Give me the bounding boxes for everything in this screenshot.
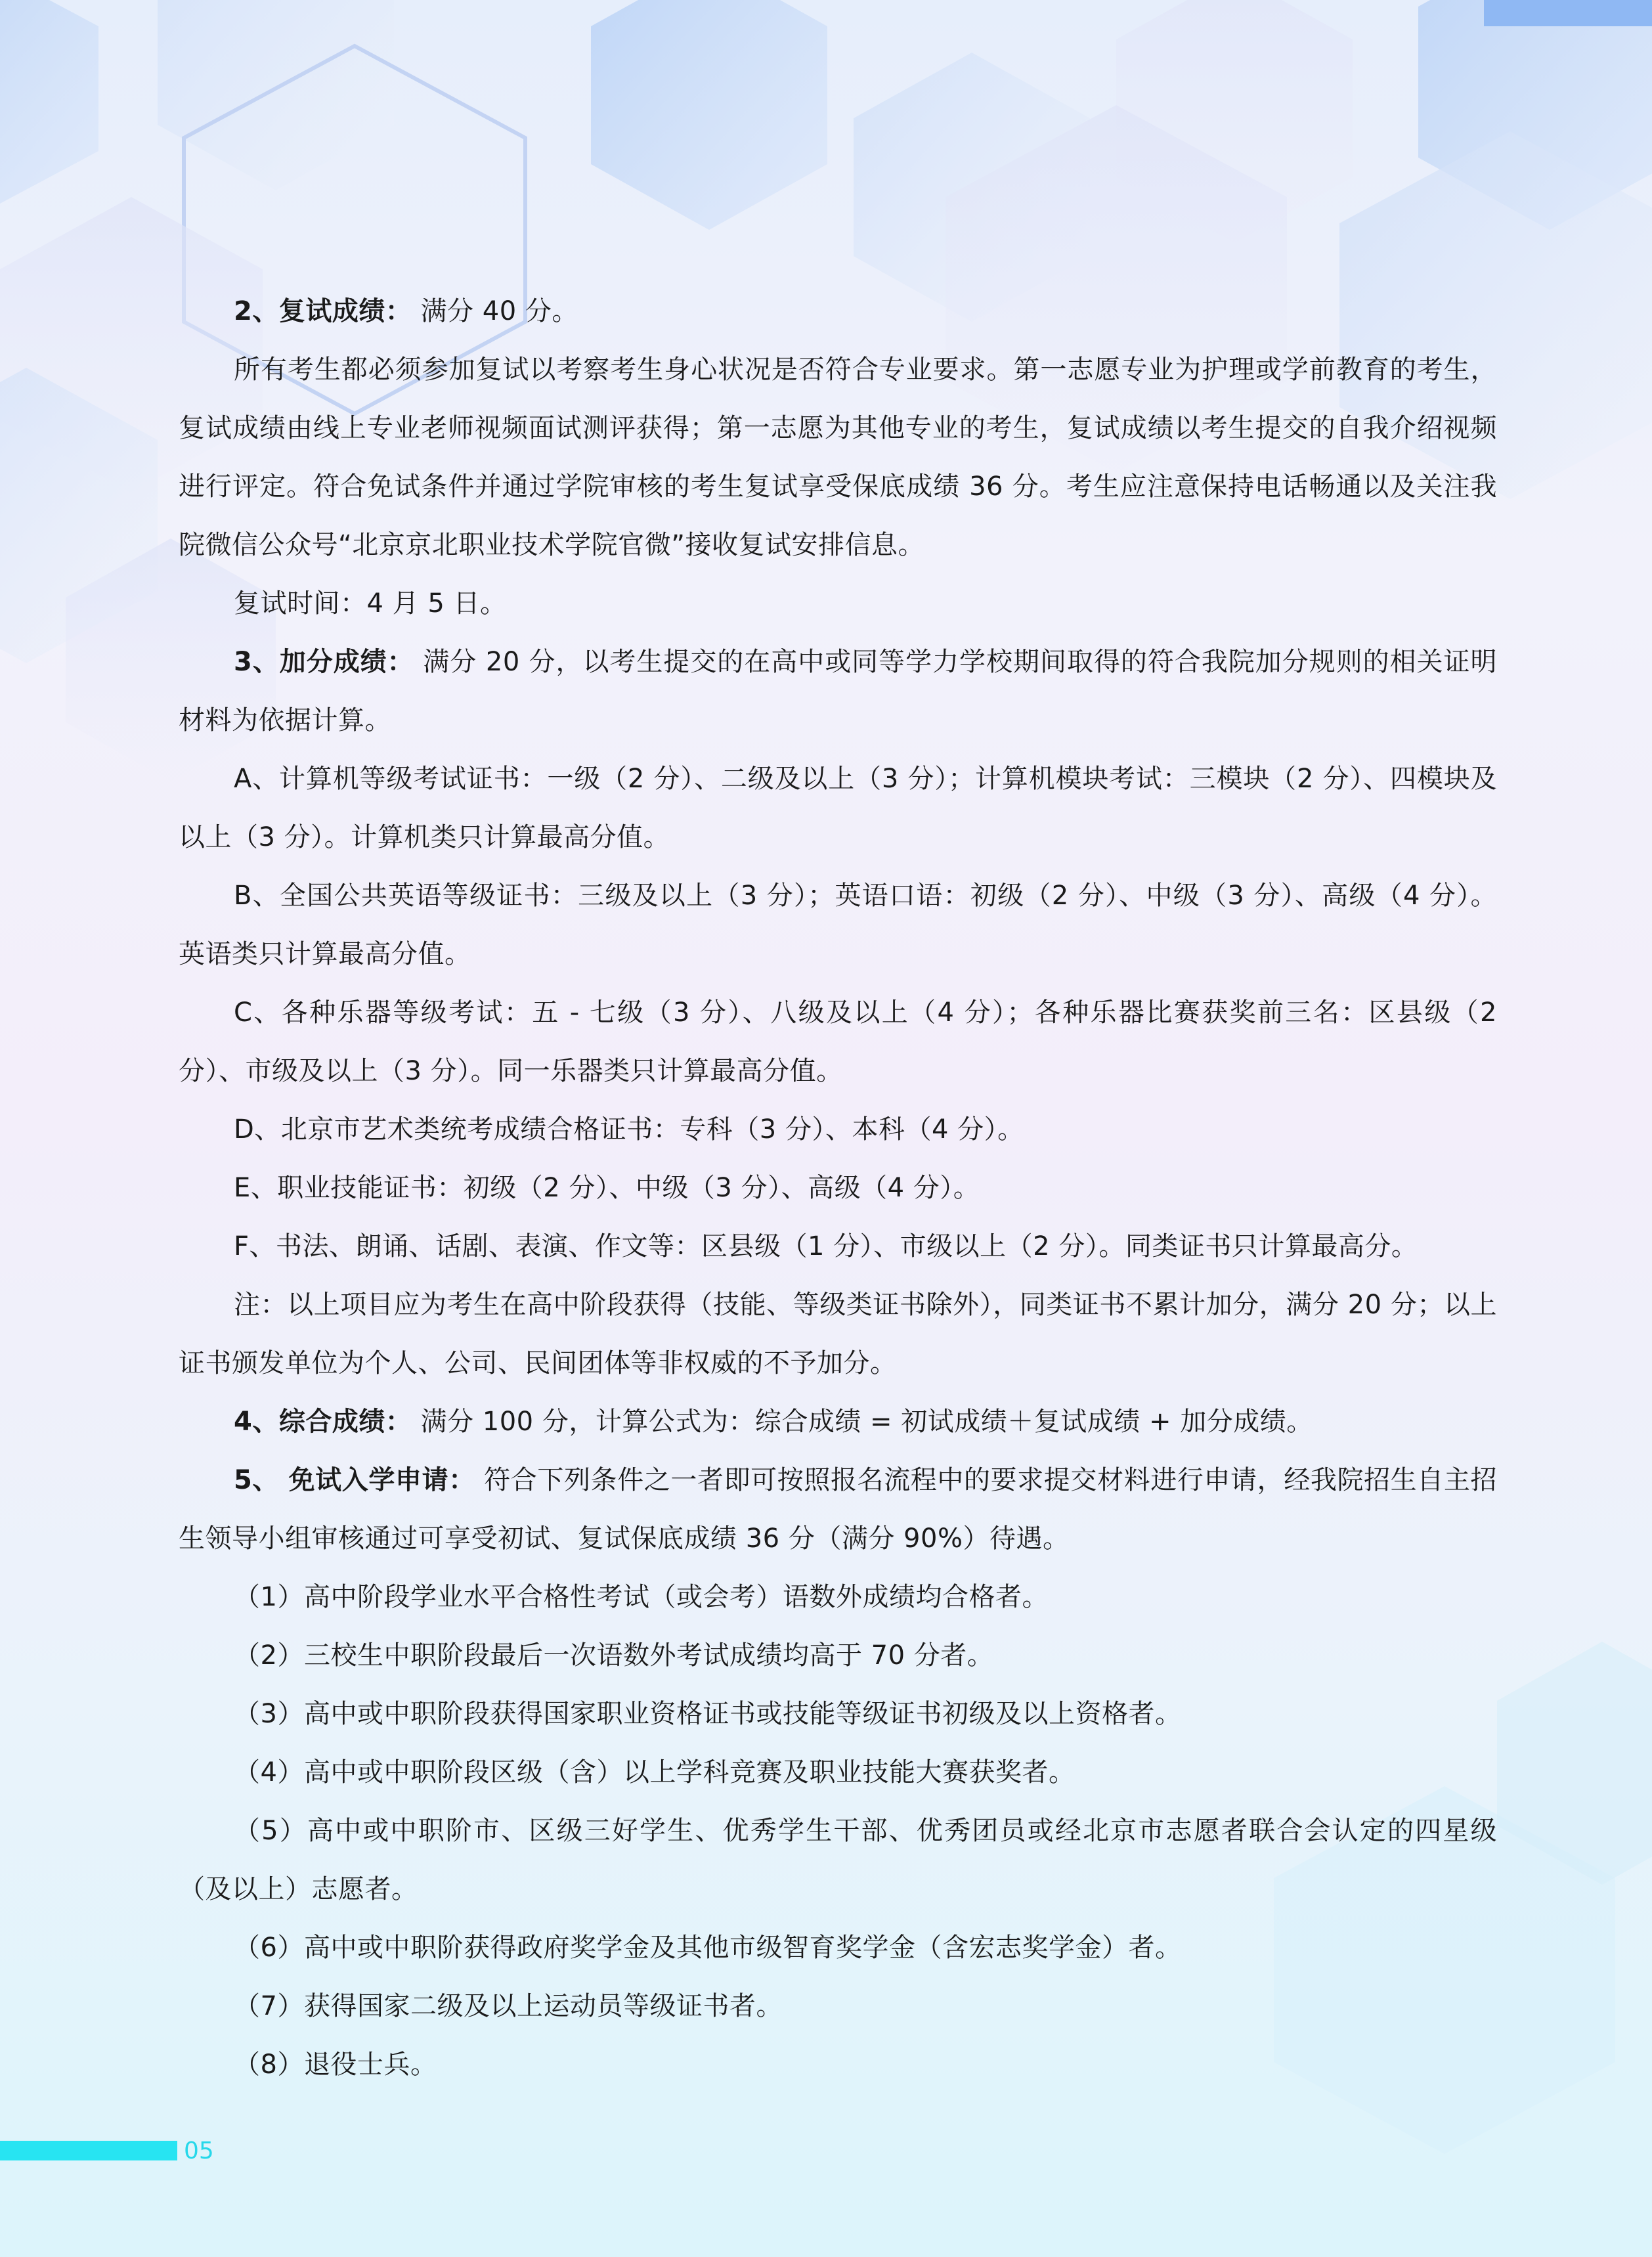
paragraph — [179, 1217, 1497, 1276]
paragraph — [179, 750, 1497, 867]
paragraph — [179, 1451, 1497, 1568]
section-heading: 4、综合成绩： — [234, 1407, 412, 1437]
section-heading: 2、复试成绩： — [234, 296, 412, 326]
paragraph-text: 满分 20 分，以考生提交的在高中或同等学力学校期间取得的符合我院加分规则的相关证明材料为依据计算。 — [179, 647, 1497, 735]
paragraph-text: 满分 40 分。 — [412, 296, 578, 326]
section-heading: 3、加分成绩： — [234, 647, 414, 677]
paragraph-text: E、职业技能证书：初级（2 分）、中级（3 分）、高级（4 分）。 — [234, 1173, 980, 1203]
paragraph — [179, 1393, 1497, 1451]
paragraph-text: （7）获得国家二级及以上运动员等级证书者。 — [234, 1991, 783, 2021]
page-number: 05 — [184, 2137, 214, 2164]
paragraph-text: （4）高中或中职阶段区级（含）以上学科竞赛及职业技能大赛获奖者。 — [234, 1757, 1076, 1787]
paragraph-text: 复试时间：4 月 5 日。 — [234, 588, 507, 619]
paragraph — [179, 984, 1497, 1101]
hexagon-shape — [591, 0, 827, 230]
footer-accent-bar — [0, 2141, 177, 2160]
paragraph-text: C、各种乐器等级考试：五 - 七级（3 分）、八级及以上（4 分）；各种乐器比赛获奖前三名：区县级（2 分）、市级及以上（3 分）。同一乐器类只计算最高分值。 — [179, 997, 1497, 1086]
paragraph-text: F、书法、朗诵、话剧、表演、作文等：区县级（1 分）、市级以上（2 分）。同类证书只计算最高分。 — [234, 1231, 1418, 1261]
paragraph — [179, 1568, 1497, 1627]
paragraph — [179, 1101, 1497, 1159]
paragraph-text: 注：以上项目应为考生在高中阶段获得（技能、等级类证书除外），同类证书不累计加分，满分 20 分；以上证书颁发单位为个人、公司、民间团体等非权威的不予加分。 — [179, 1290, 1497, 1378]
paragraph-text: D、北京市艺术类统考成绩合格证书：专科（3 分）、本科（4 分）。 — [234, 1114, 1024, 1145]
paragraph-text: A、计算机等级考试证书：一级（2 分）、二级及以上（3 分）；计算机模块考试：三模块（2 分）、四模块及以上（3 分）。计算机类只计算最高分值。 — [179, 764, 1497, 852]
paragraph — [179, 1276, 1497, 1393]
paragraph — [179, 341, 1497, 575]
paragraph — [179, 1802, 1497, 1919]
paragraph — [179, 1627, 1497, 1685]
paragraph-text: B、全国公共英语等级证书：三级及以上（3 分）；英语口语：初级（2 分）、中级（3 分）、高级（4 分）。英语类只计算最高分值。 — [179, 881, 1497, 969]
paragraph-text: （2）三校生中职阶段最后一次语数外考试成绩均高于 70 分者。 — [234, 1640, 994, 1671]
paragraph — [179, 282, 1497, 341]
hexagon-shape — [1484, 0, 1652, 26]
paragraph — [179, 867, 1497, 984]
paragraph — [179, 633, 1497, 750]
document-body — [179, 282, 1497, 2094]
paragraph-text: （6）高中或中职阶获得政府奖学金及其他市级智育奖学金（含宏志奖学金）者。 — [234, 1933, 1182, 1963]
paragraph — [179, 1919, 1497, 1977]
paragraph-text: 符合下列条件之一者即可按照报名流程中的要求提交材料进行申请，经我院招生自主招生领导小组审核通过可享受初试、复试保底成绩 36 分（满分 90%）待遇。 — [179, 1465, 1497, 1554]
paragraph-text: （8）退役士兵。 — [234, 2049, 437, 2080]
paragraph — [179, 1977, 1497, 2036]
paragraph — [179, 1743, 1497, 1802]
section-heading: 5、 免试入学申请： — [234, 1465, 475, 1495]
paragraph — [179, 2036, 1497, 2094]
paragraph — [179, 575, 1497, 633]
paragraph-text: （5）高中或中职阶市、区级三好学生、优秀学生干部、优秀团员或经北京市志愿者联合会认定的四星级（及以上）志愿者。 — [179, 1816, 1497, 1904]
paragraph-text: 所有考生都必须参加复试以考察考生身心状况是否符合专业要求。第一志愿专业为护理或学前教育的考生，复试成绩由线上专业老师视频面试测评获得；第一志愿为其他专业的考生，复试成绩以考生提交的自我介绍视频进行评定。符合免试条件并通过学院审核的考生复试享受保底成绩 36 分。考生应注意保持电话畅通以及关注我院微信公众号“北京京北职业技术学院官微”接收复试安排信息。 — [179, 355, 1497, 560]
hexagon-shape — [0, 0, 98, 204]
paragraph-text: （1）高中阶段学业水平合格性考试（或会考）语数外成绩均合格者。 — [234, 1582, 1049, 1612]
paragraph-text: 满分 100 分，计算公式为：综合成绩 = 初试成绩＋复试成绩 + 加分成绩。 — [412, 1407, 1313, 1437]
hexagon-shape — [158, 0, 394, 190]
paragraph-text: （3）高中或中职阶段获得国家职业资格证书或技能等级证书初级及以上资格者。 — [234, 1699, 1182, 1729]
paragraph — [179, 1685, 1497, 1743]
paragraph — [179, 1159, 1497, 1217]
